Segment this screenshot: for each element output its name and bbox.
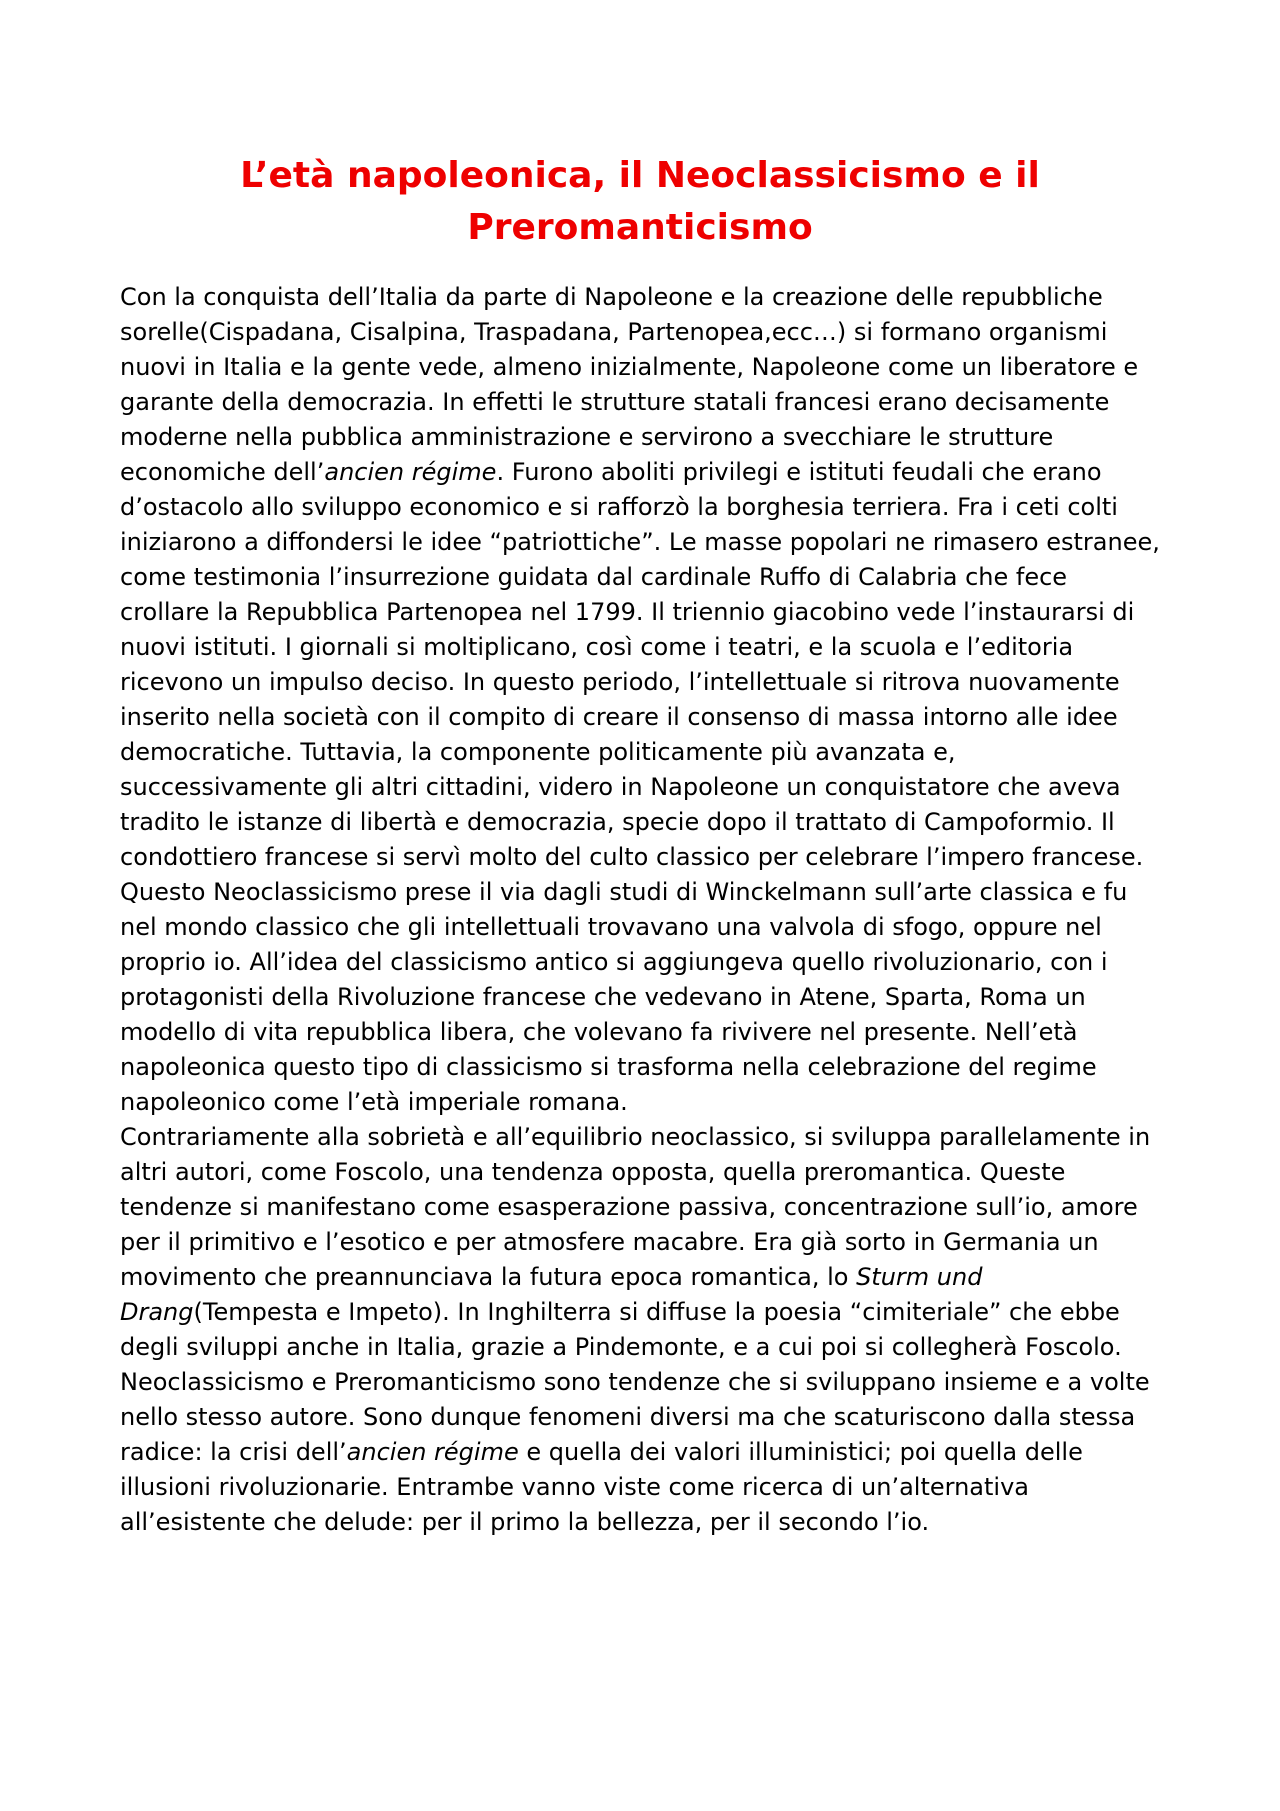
text-run: e quella dei valori illuministici; poi quella delle illusioni rivoluzionarie. Entrambe vanno viste come ricerca di un’alternativa all’esistente che delude: per il primo la bellezza, per il secondo l’io. bbox=[120, 1438, 1083, 1536]
body-paragraph bbox=[120, 1120, 1160, 1365]
text-run: Neoclassicismo e Preromanticismo sono tendenze che si sviluppano insieme e a volte nello stesso autore. Sono dunque fenomeni diversi ma che scaturiscono dalla stessa radice: la crisi dell’ bbox=[120, 1368, 1150, 1466]
italic-term: Sturm und Drang bbox=[120, 1263, 983, 1326]
text-run: Con la conquista dell’Italia da parte di Napoleone e la creazione delle repubbliche sorelle(Cispadana, Cisalpina, Traspadana, Partenopea,ecc…) si formano organismi nuovi in Italia e la gente vede, almeno inizialmente, Napoleone come un liberatore e garante della democrazia. In effetti le strutture statali francesi erano decisamente moderne nella pubblica amministrazione e servirono a svecchiare le strutture economiche dell’ bbox=[120, 283, 1139, 486]
italic-term: ancien régime bbox=[324, 458, 497, 486]
document-body bbox=[120, 280, 1160, 1540]
body-paragraph bbox=[120, 1365, 1160, 1540]
body-paragraph bbox=[120, 280, 1160, 1120]
text-run: (Tempesta e Impeto). In Inghilterra si diffuse la poesia “cimiteriale” che ebbe degli sviluppi anche in Italia, grazie a Pindemonte, e a cui poi si collegherà Foscolo. bbox=[120, 1298, 1122, 1361]
text-run: . Furono aboliti privilegi e istituti feudali che erano d’ostacolo allo sviluppo economico e si rafforzò la borghesia terriera. Fra i ceti colti iniziarono a diffondersi le idee “patriottiche”. Le masse popolari ne rimasero estranee, come testimonia l’insurrezione guidata dal cardinale Ruffo di Calabria che fece crollare la Repubblica Partenopea nel 1799. Il triennio giacobino vede l’instaurarsi di nuovi istituti. I giornali si moltiplicano, così come i teatri, e la scuola e l’editoria ricevono un impulso deciso. In questo periodo, l’intellettuale si ritrova nuovamente inserito nella società con il compito di creare il consenso di massa intorno alle idee democratiche. Tuttavia, la componente politicamente più avanzata e, successivamente gli altri cittadini, videro in Napoleone un conquistatore che aveva tradito le istanze di libertà e democrazia, specie dopo il trattato di Campoformio. Il condottiero francese si servì molto del culto classico per celebrare l’impero francese. Questo Neoclassicismo prese il via dagli studi di Winckelmann sull’arte classica e fu nel mondo classico che gli intellettuali trovavano una valvola di sfogo, oppure nel proprio io. All’idea del classicismo antico si aggiungeva quello rivoluzionario, con i protagonisti della Rivoluzione francese che vedevano in Atene, Sparta, Roma un modello di vita repubblica libera, che volevano fa rivivere nel presente. Nell’età napoleonica questo tipo di classicismo si trasforma nella celebrazione del regime napoleonico come l’età imperiale romana. bbox=[120, 458, 1160, 1116]
italic-term: ancien régime bbox=[346, 1438, 519, 1466]
document-page bbox=[120, 150, 1160, 1540]
text-run: Contrariamente alla sobrietà e all’equilibrio neoclassico, si sviluppa parallelamente in altri autori, come Foscolo, una tendenza opposta, quella preromantica. Queste tendenze si manifestano come esasperazione passiva, concentrazione sull’io, amore per il primitivo e l’esotico e per atmosfere macabre. Era già sorto in Germania un movimento che preannunciava la futura epoca romantica, lo bbox=[120, 1123, 1151, 1291]
page-title: L’età napoleonica, il Neoclassicismo e il Preromanticismo bbox=[240, 155, 1040, 248]
